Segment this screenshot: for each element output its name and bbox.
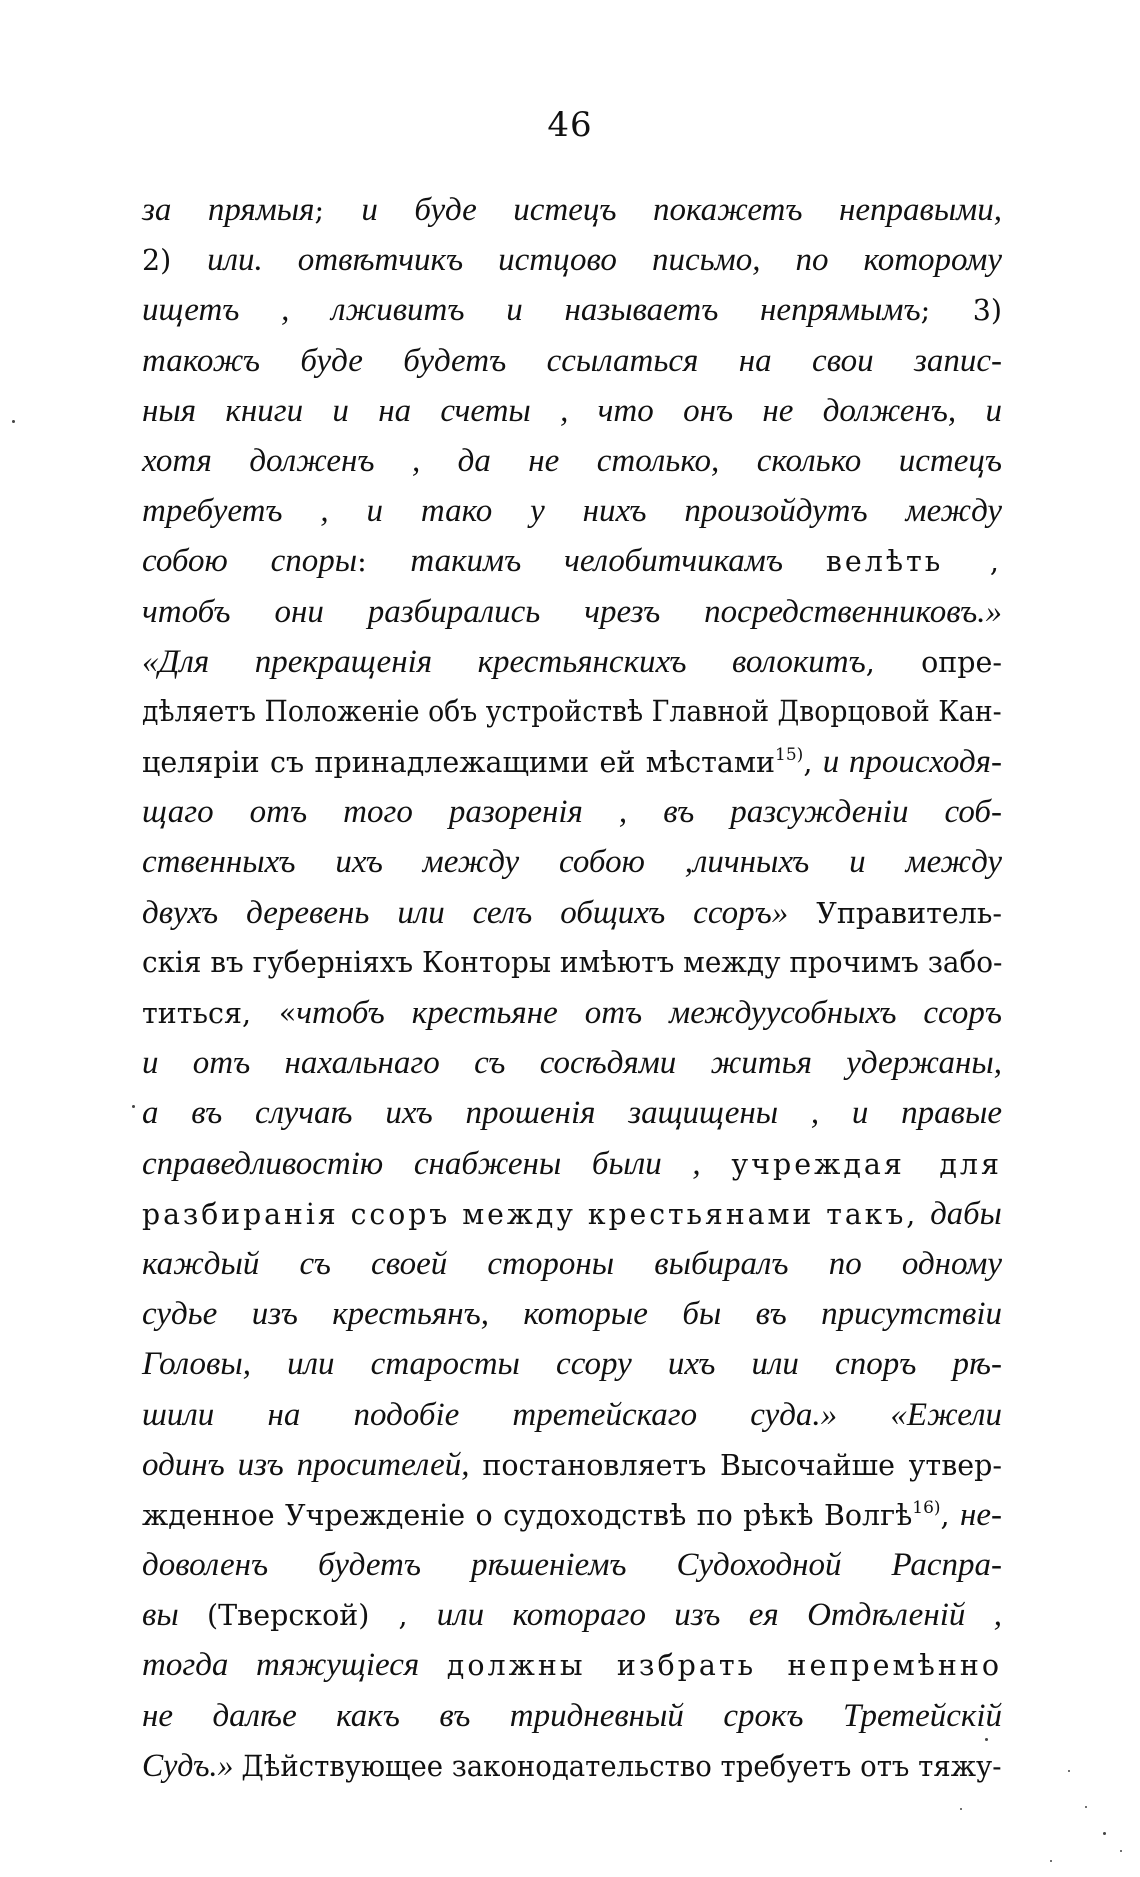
text-segment: а въ случаѣ ихъ прошенія защищены , и правые bbox=[142, 1095, 1002, 1132]
scan-speck bbox=[132, 1105, 135, 1108]
text-line bbox=[142, 1289, 1002, 1339]
text-segment: , bbox=[940, 1498, 960, 1532]
text-line bbox=[142, 687, 1002, 737]
text-segment: дѣляетъ Положеніе объ устройствѣ Главной Дворцовой Кан- bbox=[142, 694, 1002, 728]
text-segment: «Для прекращенія крестьянскихъ волокитъ bbox=[142, 643, 866, 680]
text-segment: ищетъ , лживитъ и называетъ непрямымъ bbox=[142, 292, 921, 329]
text-line bbox=[142, 1590, 1002, 1640]
text-segment: целяріи съ принадлежащими ей мѣстами bbox=[142, 746, 776, 780]
text-line bbox=[142, 1139, 1002, 1189]
text-segment: доволенъ будетъ рѣшеніемъ Судоходной Распра- bbox=[142, 1547, 1002, 1584]
text-line bbox=[142, 787, 1002, 837]
scan-speck bbox=[1103, 1832, 1106, 1835]
text-line bbox=[142, 285, 1002, 335]
text-line bbox=[142, 1640, 1002, 1690]
text-line bbox=[142, 1088, 1002, 1138]
text-segment: должны избрать непремѣнно bbox=[446, 1649, 1002, 1683]
text-segment: , опре- bbox=[865, 645, 1003, 679]
text-line bbox=[142, 1239, 1002, 1289]
text-segment: требуетъ , и тако у нихъ произойдутъ между bbox=[142, 493, 1002, 530]
text-segment: шили на подобіе третейскаго суда.» «Ежели bbox=[142, 1396, 1002, 1433]
text-line bbox=[142, 1189, 1002, 1239]
text-segment: двухъ деревень или селъ общихъ ссоръ» bbox=[142, 894, 817, 931]
text-segment: тогда тяжущіеся bbox=[142, 1647, 447, 1684]
text-segment: такожъ буде будетъ ссылаться на свои запис- bbox=[142, 342, 1002, 379]
text-line bbox=[142, 1339, 1002, 1389]
scan-speck bbox=[985, 1738, 988, 1741]
text-segment: и отъ нахальнаго съ сосѣдями житья удержаны, bbox=[142, 1045, 1002, 1082]
text-segment: 2) bbox=[142, 244, 208, 278]
text-line bbox=[142, 1490, 1002, 1540]
text-segment: справедливостію снабжены были , bbox=[142, 1145, 732, 1182]
scan-speck bbox=[12, 420, 15, 423]
text-segment: каждый съ своей стороны выбиралъ по одному bbox=[142, 1245, 1002, 1282]
text-line bbox=[142, 1691, 1002, 1741]
text-segment: не- bbox=[959, 1496, 1002, 1533]
text-line bbox=[142, 1440, 1002, 1490]
body-text bbox=[142, 185, 1002, 1791]
text-segment: Судъ.» bbox=[142, 1747, 242, 1784]
text-segment: чтобъ крестьяне отъ междуусобныхъ ссоръ bbox=[296, 995, 1003, 1031]
text-segment: ныя книги и на счеты , что онъ не долженъ, и bbox=[142, 392, 1002, 429]
text-segment: Управитель- bbox=[816, 896, 1002, 930]
text-line bbox=[142, 1741, 1002, 1791]
text-line bbox=[142, 486, 1002, 536]
text-line bbox=[142, 888, 1002, 938]
text-segment: жденное Учрежденіе о судоходствѣ по рѣкѣ Волгѣ bbox=[142, 1498, 913, 1532]
text-segment: Дѣйствующее законодательство требуетъ отъ тяжу- bbox=[241, 1749, 1002, 1783]
scan-speck bbox=[1068, 1770, 1070, 1772]
scan-speck bbox=[1050, 1860, 1052, 1862]
text-line bbox=[142, 587, 1002, 637]
text-segment: ; bbox=[314, 194, 362, 227]
text-segment: собою споры bbox=[142, 543, 358, 580]
scan-speck bbox=[960, 1808, 962, 1810]
text-segment: постановляетъ Высочайше утвер- bbox=[482, 1448, 1002, 1482]
text-line bbox=[142, 336, 1002, 386]
scan-speck bbox=[1085, 1806, 1087, 1808]
text-segment: хотя долженъ , да не столько, сколько истецъ bbox=[142, 442, 1002, 479]
text-segment: : bbox=[357, 545, 411, 579]
text-line bbox=[142, 386, 1002, 436]
text-segment: чтобъ они разбирались чрезъ посредственниковъ.» bbox=[142, 593, 1002, 630]
text-segment: титься, « bbox=[142, 997, 297, 1030]
text-line bbox=[142, 637, 1002, 687]
text-line bbox=[142, 185, 1002, 235]
text-line bbox=[142, 988, 1002, 1038]
text-line bbox=[142, 1540, 1002, 1590]
text-segment: учреждая для bbox=[731, 1147, 1002, 1181]
text-segment: скія въ губерніяхъ Конторы имѣютъ между прочимъ забо- bbox=[142, 945, 1003, 979]
text-segment: , bbox=[803, 746, 823, 780]
text-segment: щаго отъ того разоренія , въ разсужденіи соб- bbox=[142, 794, 1002, 831]
text-line bbox=[142, 938, 1002, 988]
text-segment: разбиранія ссоръ между крестьянами такъ, bbox=[142, 1197, 931, 1231]
text-segment: велѣть , bbox=[825, 545, 1002, 579]
text-segment: одинъ изъ просителей, bbox=[142, 1446, 483, 1483]
text-segment: ственныхъ ихъ между собою ,личныхъ и между bbox=[142, 844, 1002, 881]
text-line bbox=[142, 436, 1002, 486]
text-line bbox=[142, 837, 1002, 887]
page-number: 46 bbox=[547, 105, 593, 145]
text-segment: судье изъ крестьянъ, которые бы въ присутствіи bbox=[142, 1296, 1002, 1333]
text-segment: такимъ челобитчикамъ bbox=[410, 543, 826, 580]
scan-speck bbox=[1120, 1850, 1122, 1852]
text-line bbox=[142, 235, 1002, 285]
text-segment: не далѣе какъ въ тридневный срокъ Третейскій bbox=[142, 1697, 1002, 1734]
footnote-marker: 16) bbox=[912, 1497, 941, 1518]
text-line bbox=[142, 1390, 1002, 1440]
text-segment: ; 3) bbox=[920, 294, 1002, 328]
text-line bbox=[142, 1038, 1002, 1088]
text-segment: и буде истецъ покажетъ неправыми, bbox=[361, 192, 1002, 228]
text-segment: дабы bbox=[930, 1195, 1002, 1232]
text-line bbox=[142, 737, 1002, 787]
text-segment: Головы, или старосты ссору ихъ или споръ рѣ- bbox=[142, 1346, 1002, 1383]
text-segment: и происходя- bbox=[822, 744, 1002, 781]
text-segment: за прямыя bbox=[142, 192, 315, 228]
text-segment: (Тверской) , bbox=[207, 1599, 437, 1633]
footnote-marker: 15) bbox=[775, 745, 804, 766]
text-segment: или. отвѣтчикъ истцово письмо, по которому bbox=[207, 242, 1002, 279]
text-segment: или котораго изъ ея Отдѣленій , bbox=[436, 1597, 1002, 1634]
text-segment: вы bbox=[142, 1597, 208, 1634]
text-line bbox=[142, 536, 1002, 586]
